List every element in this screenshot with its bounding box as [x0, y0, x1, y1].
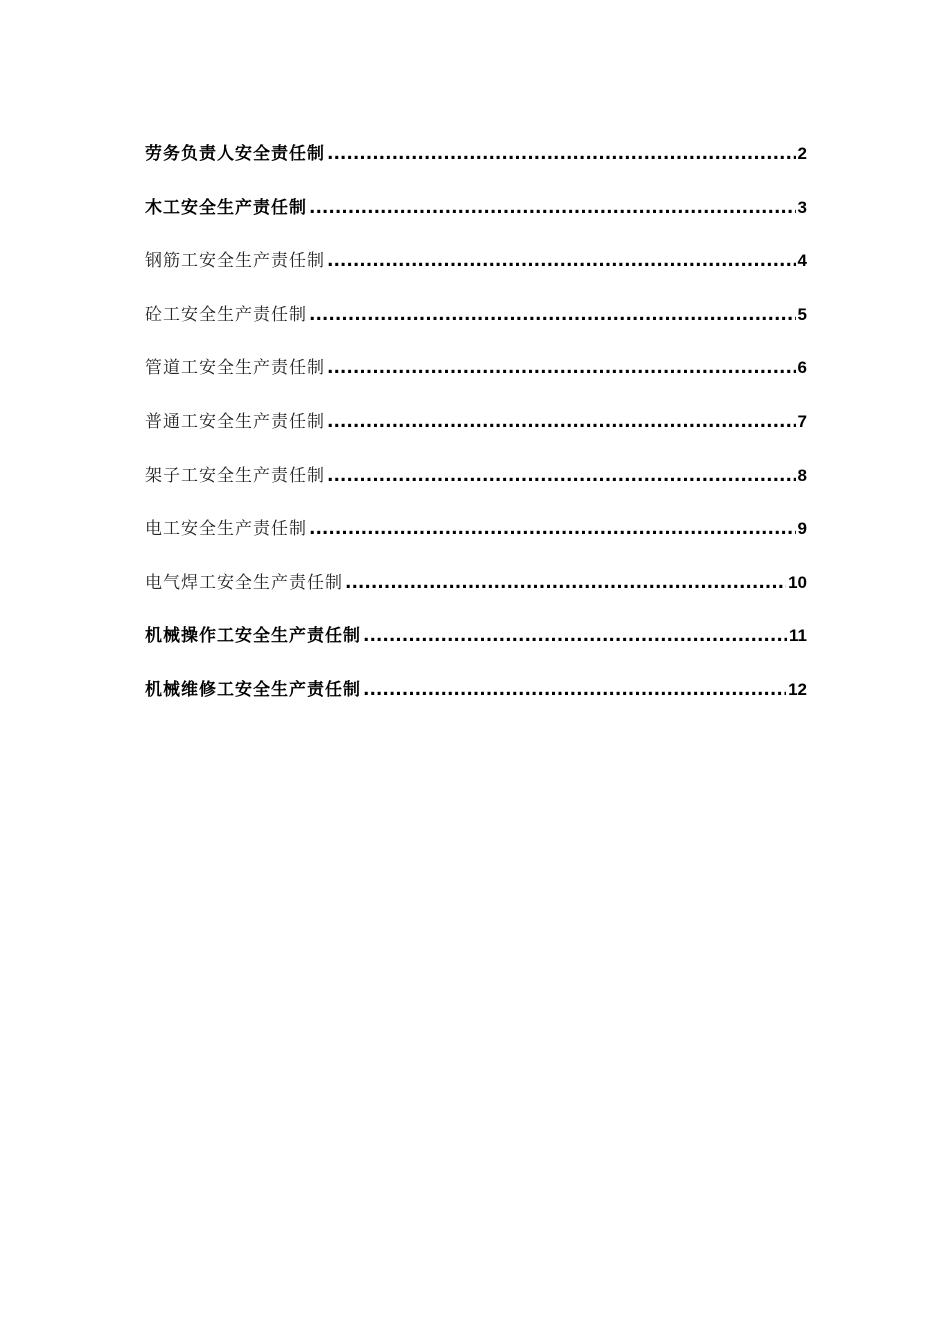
toc-entry-title: 电气焊工安全生产责任制: [145, 572, 343, 593]
toc-entry-title: 电工安全生产责任制: [145, 519, 307, 540]
toc-dot-leader: [327, 140, 796, 168]
toc-entry-title: 木工安全生产责任制: [145, 197, 307, 218]
toc-entry-page: 6: [797, 358, 807, 378]
toc-dot-leader: [309, 515, 796, 543]
toc-entry-page: 9: [797, 519, 807, 539]
toc-entry[interactable]: [145, 354, 807, 408]
toc-entry-title: 机械操作工安全生产责任制: [145, 626, 361, 647]
toc-entry[interactable]: [145, 247, 807, 301]
toc-entry-title: 普通工安全生产责任制: [145, 411, 325, 432]
toc-entry[interactable]: [145, 622, 807, 676]
toc-entry[interactable]: [145, 676, 807, 730]
toc-entry-page: 7: [797, 411, 807, 431]
toc-entry-page: 12: [788, 679, 807, 699]
toc-entry-page: 8: [797, 465, 807, 485]
toc-entry-title: 管道工安全生产责任制: [145, 358, 325, 379]
toc-dot-leader: [363, 622, 787, 650]
toc-dot-leader: [363, 676, 786, 704]
table-of-contents: [145, 140, 807, 730]
toc-entry-page: 4: [797, 251, 807, 271]
toc-entry-title: 劳务负责人安全责任制: [145, 144, 325, 164]
toc-entry[interactable]: [145, 408, 807, 462]
toc-entry-title: 钢筋工安全生产责任制: [145, 251, 325, 272]
toc-entry-title: 架子工安全生产责任制: [145, 465, 325, 486]
toc-entry-page: 3: [797, 197, 807, 217]
toc-entry-page: 10: [788, 572, 807, 592]
toc-entry-page: 11: [789, 626, 807, 646]
toc-dot-leader: [309, 194, 796, 222]
toc-dot-leader: [327, 408, 796, 436]
toc-entry[interactable]: [145, 569, 807, 623]
toc-entry[interactable]: [145, 301, 807, 355]
toc-dot-leader: [309, 301, 796, 329]
toc-entry[interactable]: [145, 515, 807, 569]
toc-entry[interactable]: [145, 140, 807, 194]
toc-entry[interactable]: [145, 194, 807, 248]
toc-dot-leader: [327, 354, 796, 382]
toc-entry-title: 砼工安全生产责任制: [145, 304, 307, 325]
toc-dot-leader: [327, 247, 796, 275]
toc-dot-leader: [327, 462, 796, 490]
toc-dot-leader: [345, 569, 786, 597]
toc-entry-title: 机械维修工安全生产责任制: [145, 679, 361, 700]
toc-entry[interactable]: [145, 462, 807, 516]
toc-entry-page: 5: [797, 304, 807, 324]
toc-entry-page: 2: [797, 144, 807, 163]
